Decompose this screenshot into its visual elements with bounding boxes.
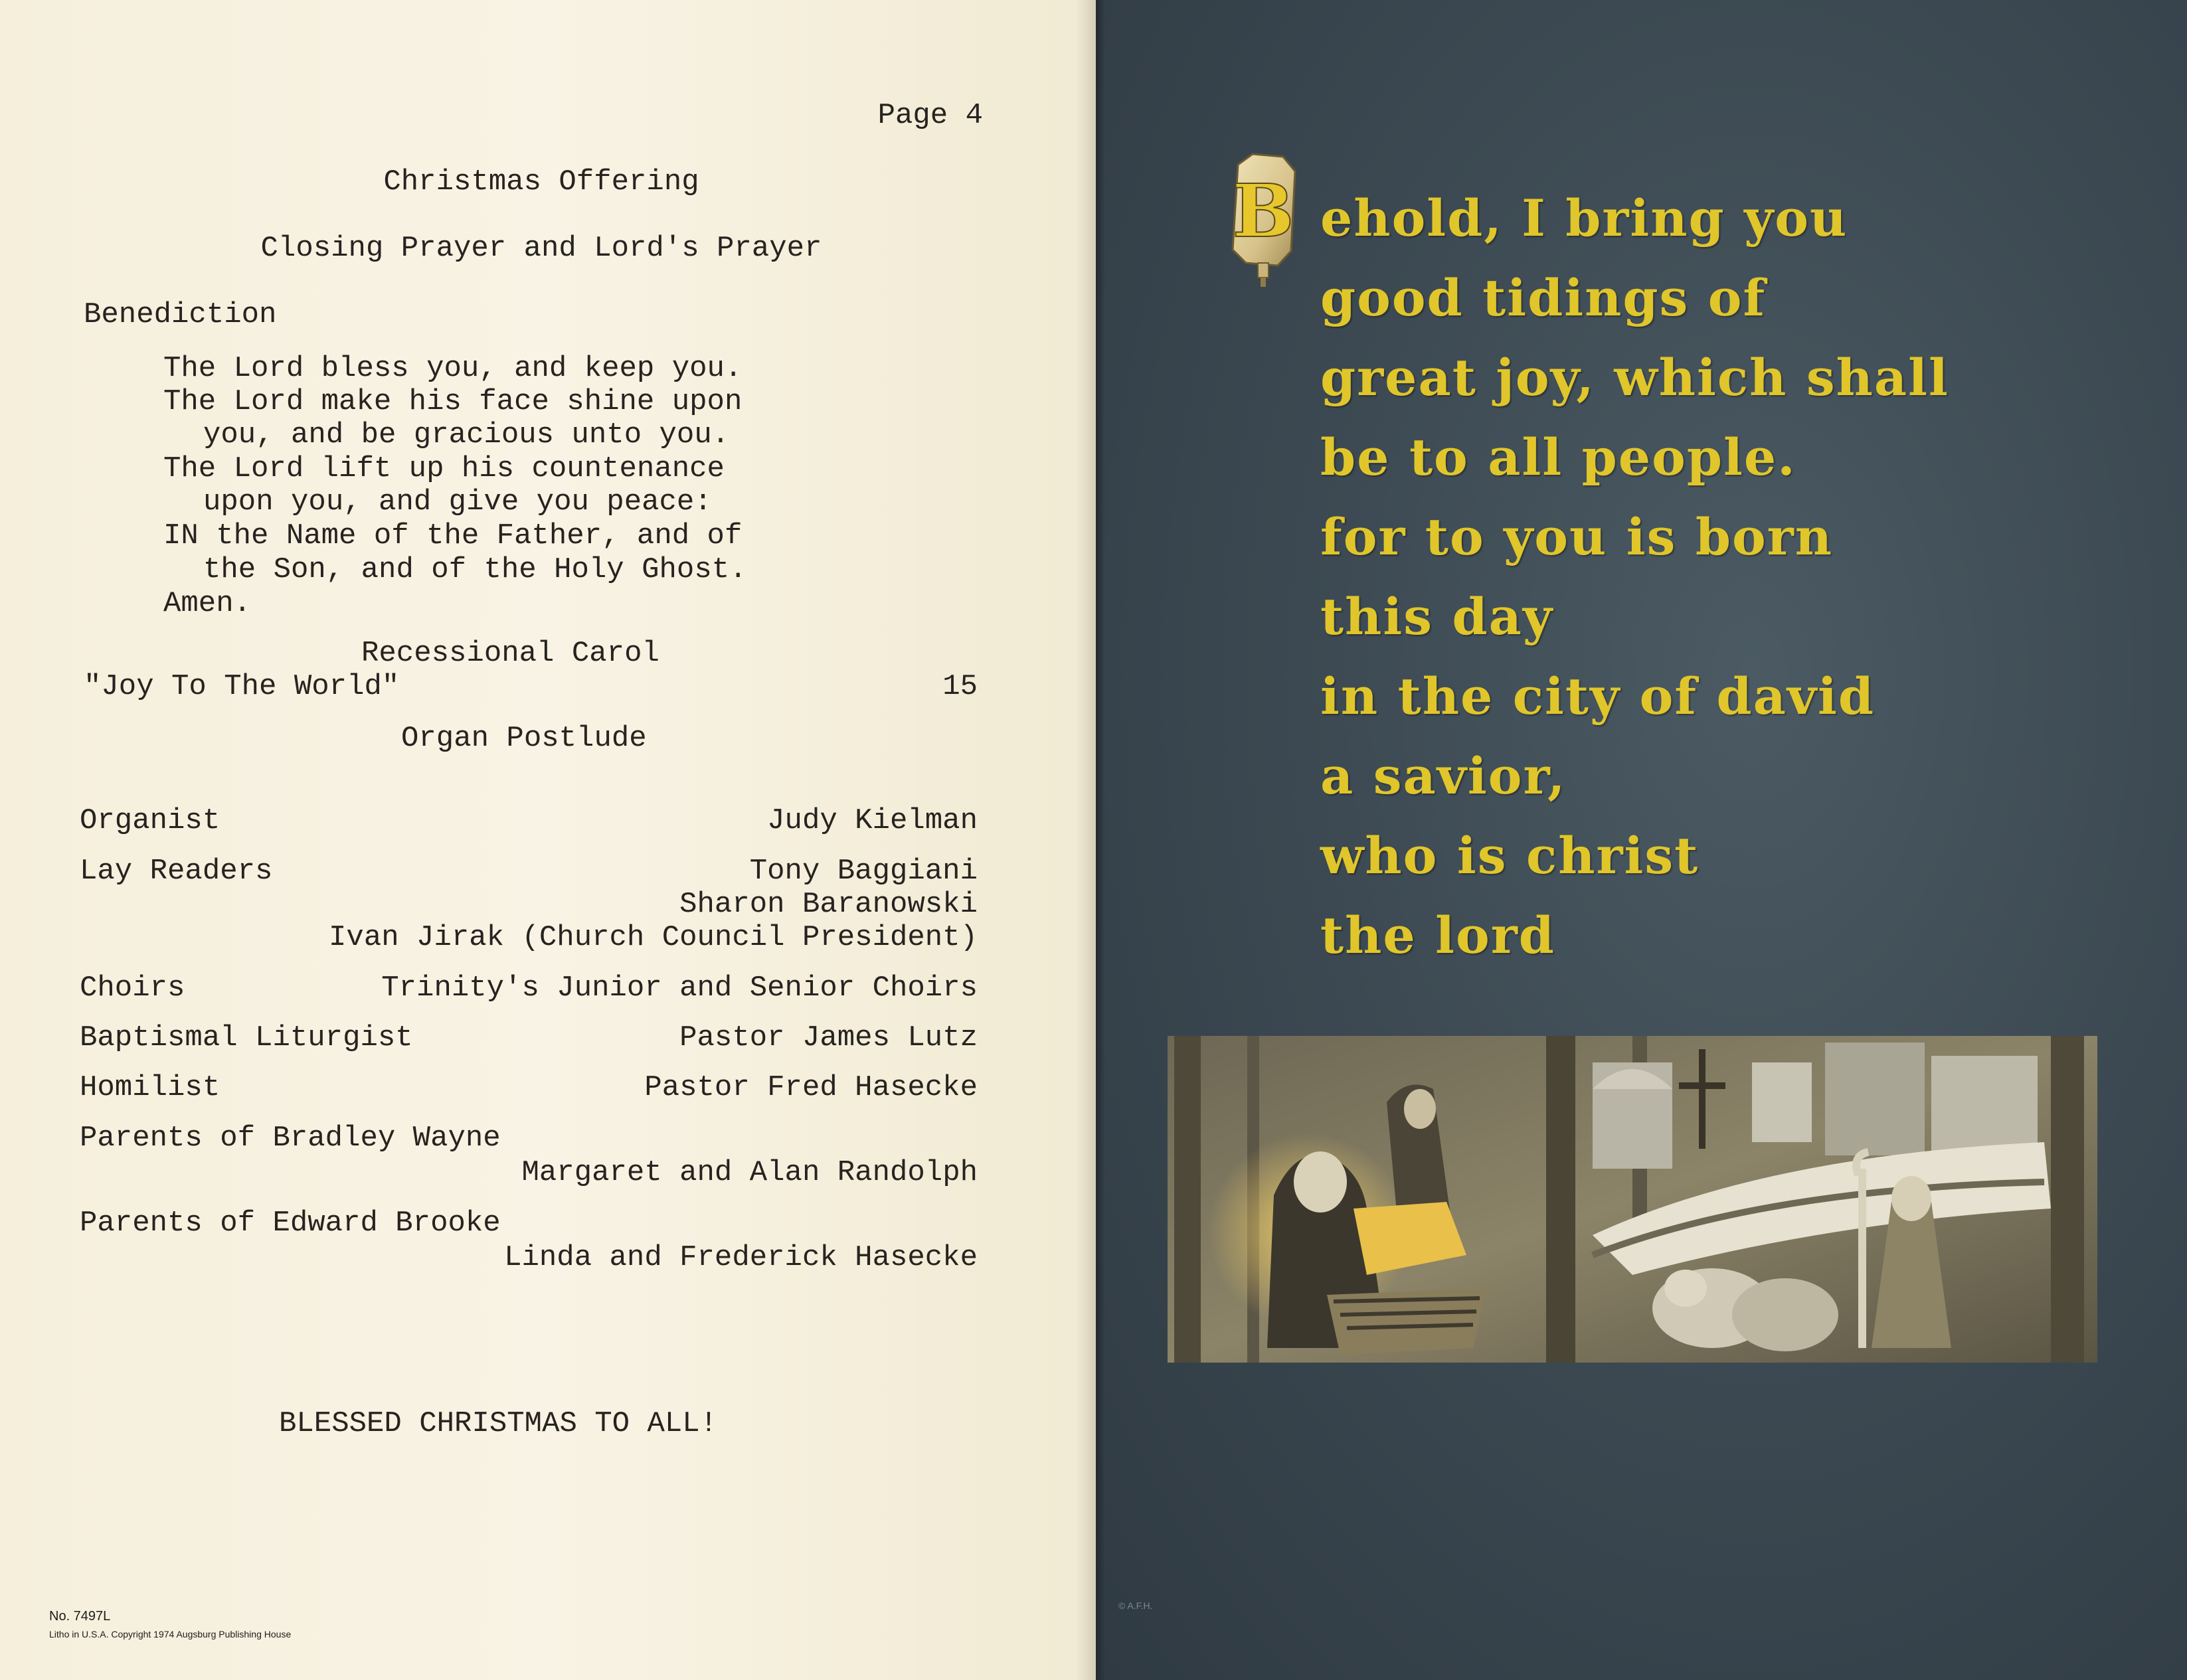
role-parents: Parents of Edward Brooke — [80, 1207, 501, 1240]
page-number: Page 4 — [877, 99, 983, 132]
role-lay-readers: Lay Readers — [80, 855, 273, 888]
name-liturgist: Pastor James Lutz — [679, 1021, 978, 1054]
closing-greeting: BLESSED CHRISTMAS TO ALL! — [279, 1407, 718, 1440]
christmas-offering-heading: Christmas Offering — [383, 165, 699, 199]
nativity-relief-image — [1168, 1036, 2097, 1363]
recessional-heading: Recessional Carol — [361, 637, 659, 670]
role-choirs: Choirs — [80, 971, 185, 1005]
role-parents: Parents of Bradley Wayne — [80, 1122, 501, 1155]
name-homilist: Pastor Fred Hasecke — [644, 1071, 978, 1104]
dropcap-letter: B — [1232, 168, 1294, 254]
role-organist: Organist — [80, 804, 220, 837]
dropcap-ornament — [1226, 151, 1300, 291]
name-lay-reader: Ivan Jirak (Church Council President) — [329, 921, 978, 954]
closing-prayer-heading: Closing Prayer and Lord's Prayer — [260, 232, 822, 265]
role-liturgist: Baptismal Liturgist — [80, 1021, 413, 1054]
hymn-number: 15 — [942, 670, 978, 703]
benediction-line: IN the Name of the Father, and of — [163, 519, 743, 552]
nativity-relief-icon — [1168, 1036, 2097, 1363]
publisher-line: Litho in U.S.A. Copyright 1974 Augsburg Publishing House — [49, 1629, 292, 1639]
benediction-line: The Lord make his face shine upon — [163, 385, 743, 418]
benediction-line: you, and be gracious unto you. — [203, 418, 730, 452]
name-organist: Judy Kielman — [767, 804, 978, 837]
verse-line: this day — [1320, 587, 1554, 646]
verse-line: in the city of david — [1320, 667, 1876, 726]
benediction-line: upon you, and give you peace: — [203, 485, 712, 519]
name-parents: Linda and Frederick Hasecke — [504, 1241, 978, 1274]
fold-edge — [1096, 0, 1105, 1680]
benediction-heading: Benediction — [84, 298, 277, 331]
verse-line: who is christ — [1320, 826, 1700, 885]
verse-line: ehold, I bring you — [1320, 189, 1848, 248]
benediction-line: The Lord lift up his countenance — [163, 452, 725, 485]
verse-line: for to you is born — [1320, 507, 1833, 566]
role-homilist: Homilist — [80, 1071, 220, 1104]
name-lay-reader: Sharon Baranowski — [679, 888, 978, 921]
organ-postlude-heading: Organ Postlude — [401, 722, 647, 755]
name-choirs: Trinity's Junior and Senior Choirs — [381, 971, 978, 1005]
name-parents: Margaret and Alan Randolph — [521, 1156, 978, 1189]
verse-line: good tidings of — [1320, 268, 1767, 327]
benediction-line: the Son, and of the Holy Ghost. — [203, 553, 747, 586]
verse-line: great joy, which shall — [1320, 348, 1949, 407]
recessional-title: "Joy To The World" — [84, 670, 400, 703]
verse-line: the lord — [1320, 906, 1555, 965]
name-lay-reader: Tony Baggiani — [749, 855, 978, 888]
benediction-line: The Lord bless you, and keep you. — [163, 352, 743, 385]
copyright-mark: © A.F.H. — [1118, 1600, 1153, 1611]
verse-line: be to all people. — [1320, 428, 1796, 487]
dropcap-frame-icon — [1226, 151, 1300, 291]
verse-line: a savior, — [1320, 746, 1567, 805]
benediction-line: Amen. — [163, 587, 252, 620]
catalog-number: No. 7497L — [49, 1609, 111, 1624]
